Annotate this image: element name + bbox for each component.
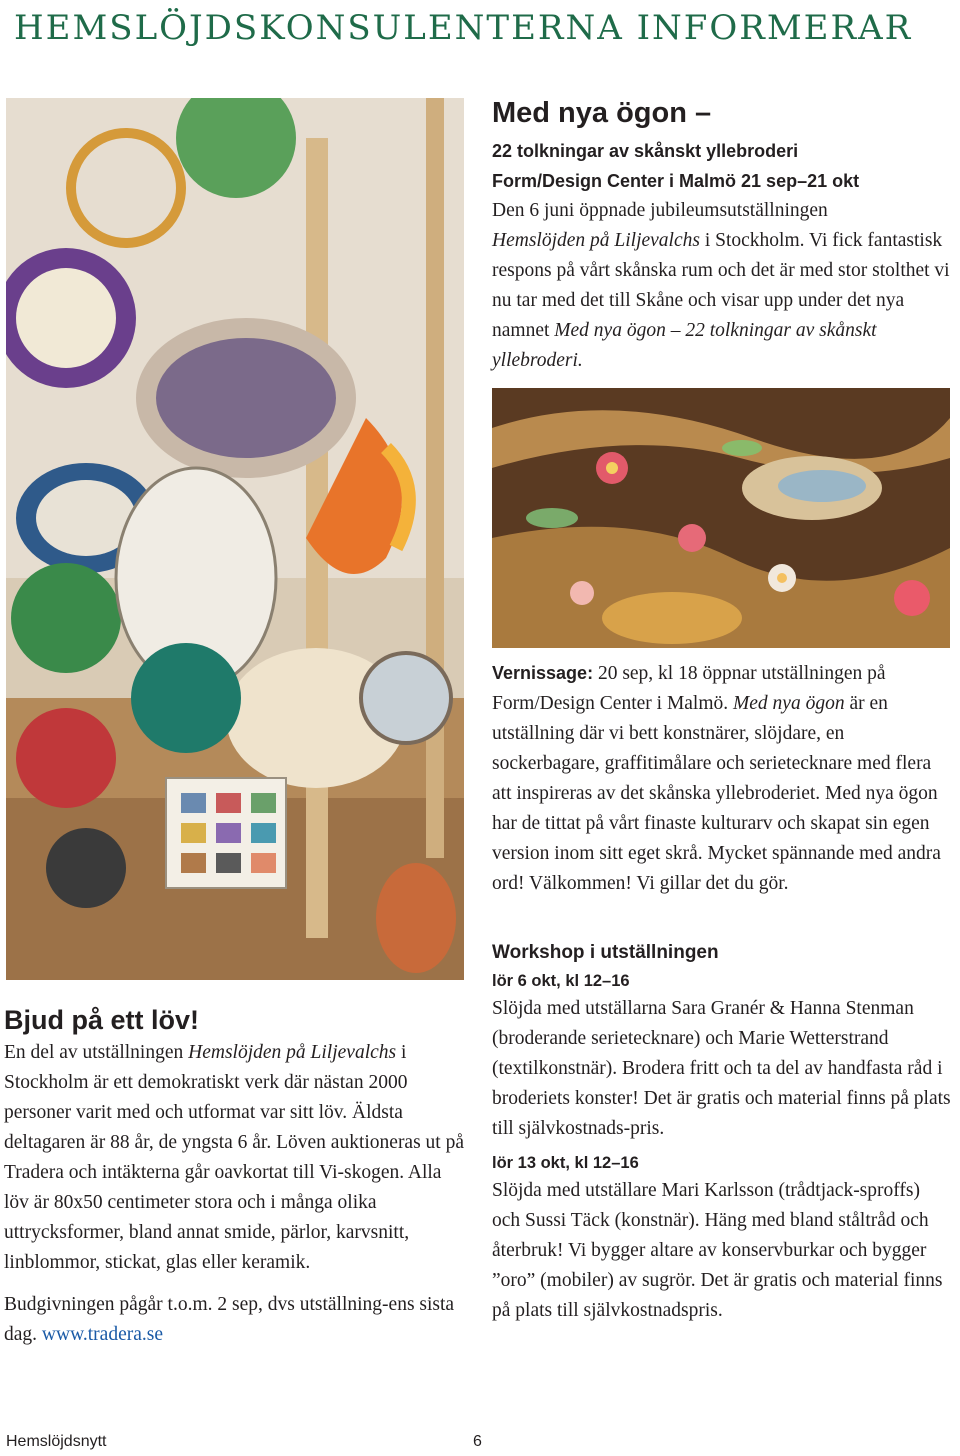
vernissage-section	[492, 658, 952, 899]
workshop-text-1: Slöjda med utställarna Sara Granér & Hanna Stenman (broderande serietecknare) och Marie Wetterstrand (textilkonstnär). Brodera fritt och ta del av handfasta råd i broderiets konster! Det är gratis och material finns på plats till självkostnads-pris.	[492, 998, 951, 1139]
workshop-section	[492, 938, 952, 1326]
main-article	[492, 96, 950, 376]
masthead: HEMSLÖJDSKONSULENTERNA INFORMERAR	[14, 8, 913, 48]
article-intro: Den 6 juni öppnade jubileumsutställningen Hemslöjden på Liljevalchs i Stockholm. Vi fick fantastisk respons på vårt skånska rum och det är med stor stolthet vi nu tar med det till Skåne och visar upp under det nya namnet Med nya ögon – 22 tolkningar av skånskt yllebroderi.	[492, 200, 950, 371]
leaf-auction-section	[4, 1002, 466, 1350]
vernissage-text: Vernissage: 20 sep, kl 18 öppnar utställningen på Form/Design Center i Malmö. Med nya ögon är en utställning där vi bett konstnärer, slöjdare, en sockerbagare, graffitimålare och serietecknare med flera att inspireras av det skånska yllebroderiet. Med nya ögon har de tittat på vårt finaste kulturarv och skapat sin egen version inom sitt eget skrå. Mycket spännande med andra ord! Välkommen! Vi gillar det du gör.	[492, 663, 941, 894]
embroidery-detail-photo	[492, 388, 950, 648]
leaf-auction-heading: Bjud på ett löv!	[4, 1005, 199, 1035]
footer-page-number: 6	[473, 1433, 482, 1450]
vernissage-label: Vernissage:	[492, 663, 594, 683]
tradera-link[interactable]: www.tradera.se	[41, 1324, 164, 1345]
workshop-heading: Workshop i utställningen	[492, 942, 719, 963]
workshop-text-2: Slöjda med utställare Mari Karlsson (trådtjack-sproffs) och Sussi Täck (konstnär). Häng med bland ståltråd och återbruk! Vi bygger altare av konservburkar och bygger ”oro” (mobiler) av sugrör. Det är gratis och material finns på plats till självkostnadspris.	[492, 1180, 943, 1321]
workshop-date-1: lör 6 okt, kl 12–16	[492, 972, 630, 990]
article-subtitle: 22 tolkningar av skånskt yllebroderi	[492, 141, 799, 161]
exhibition-photo	[6, 98, 464, 980]
article-venue: Form/Design Center i Malmö 21 sep–21 okt	[492, 171, 860, 191]
leaf-auction-bidding: Budgivningen pågår t.o.m. 2 sep, dvs utställning-ens sista dag. www.tradera.se	[4, 1294, 455, 1345]
leaf-auction-text: En del av utställningen Hemslöjden på Liljevalchs i Stockholm är ett demokratiskt verk där nästan 2000 personer varit med och utformat var sitt löv. Äldsta deltagaren är 88 år, de yngsta 6 år. Löven auktioneras ut på Tradera och intäkterna går oavkortat till Vi-skogen. Alla löv är 80x50 centimeter stora och i många olika uttrycksformer, bland annat smide, pärlor, karvsnitt, linblommor, stickat, glas eller keramik.	[4, 1042, 465, 1273]
article-title: Med nya ögon –	[492, 97, 712, 129]
footer-publication: Hemslöjdsnytt	[6, 1433, 107, 1450]
workshop-date-2: lör 13 okt, kl 12–16	[492, 1154, 639, 1172]
